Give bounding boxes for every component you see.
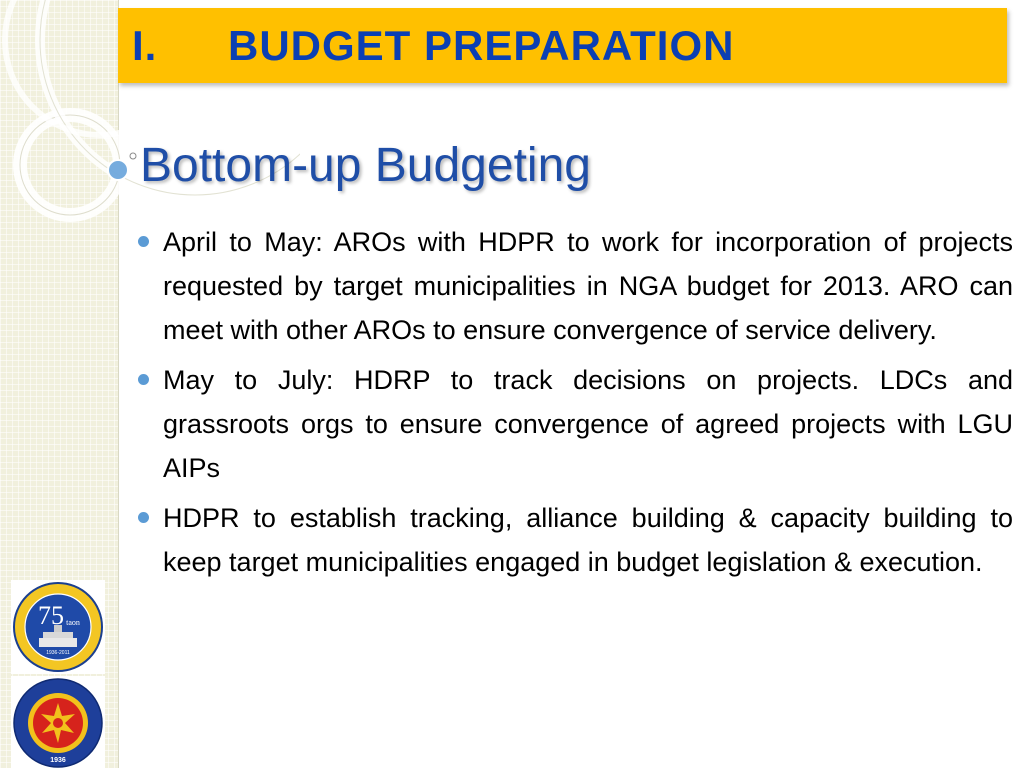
seal-75-word: taon xyxy=(66,618,80,627)
bullet-item xyxy=(135,496,1013,584)
seal-75-number: 75 xyxy=(38,601,64,630)
seal-75-years: 1936-2011 xyxy=(46,650,70,656)
bullet-list xyxy=(135,220,1013,590)
bullet-icon xyxy=(138,374,149,385)
bullet-icon xyxy=(138,236,149,247)
bullet-text: May to July: HDRP to track decisions on projects. LDCs and grassroots orgs to ensure convergence of agreed projects with LGU AIPs xyxy=(163,365,1013,483)
section-number: I. xyxy=(132,21,158,69)
section-header xyxy=(118,8,1007,83)
anniversary-seal-logo xyxy=(11,580,105,674)
bullet-text: April to May: AROs with HDPR to work for incorporation of projects requested by target municipalities in NGA budget for 2013. ARO can meet with other AROs to ensure convergence of service delivery. xyxy=(163,227,1013,345)
slide-title: Bottom-up Budgeting xyxy=(140,139,591,192)
dbm-seal-logo xyxy=(11,676,105,768)
bullet-item xyxy=(135,358,1013,490)
bullet-text: HDPR to establish tracking, alliance building & capacity building to keep target municipalities engaged in budget legislation & execution. xyxy=(163,503,1013,577)
bullet-item xyxy=(135,220,1013,352)
dbm-seal-year: 1936 xyxy=(50,757,66,764)
bullet-icon xyxy=(138,512,149,523)
section-title: BUDGET PREPARATION xyxy=(228,21,735,69)
